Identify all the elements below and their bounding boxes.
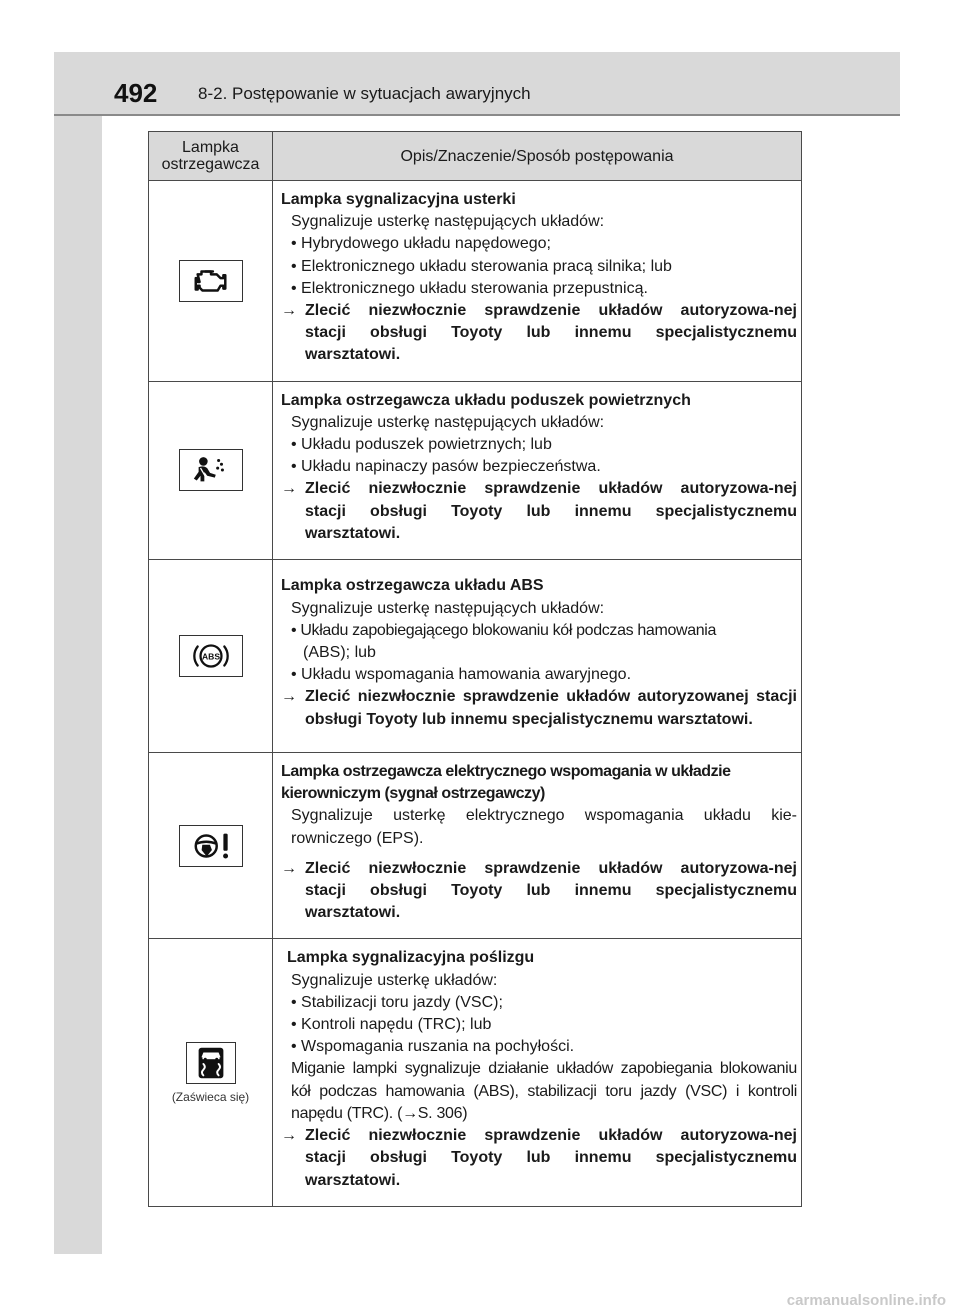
warning-lamp-table (148, 131, 802, 1207)
lamp-action (281, 858, 797, 925)
arrow-icon: → (281, 859, 297, 877)
lamp-action-text: Zlecić niezwłocznie sprawdzenie układów autoryzowa-nej stacji obsługi Toyoty lub innemu specjalistycznemu warsztatowi. (305, 859, 797, 922)
lamp-action-text: Zlecić niezwłocznie sprawdzenie układów autoryzowa-nej stacji obsługi Toyoty lub innemu specjalistycznemu warsztatowi. (305, 1127, 797, 1189)
lamp-intro: Sygnalizuje usterkę następujących układów: (291, 599, 605, 617)
side-tab (54, 52, 102, 1254)
arrow-icon: → (281, 480, 297, 498)
lamp-title: Lampka sygnalizacyjna poślizgu (287, 949, 535, 967)
list-item: • Elektronicznego układu sterowania pracą silnika; lub (291, 257, 672, 275)
abs-icon-label: ABS (201, 651, 220, 662)
icon-caption: (Zaświeca się) (171, 1089, 250, 1104)
lamp-action (281, 1125, 797, 1192)
lamp-action (281, 478, 797, 545)
page-header (54, 52, 900, 114)
check-engine-icon (179, 260, 243, 302)
list-item: • Elektronicznego układu sterowania przepustnicą. (291, 279, 648, 297)
table-row (149, 560, 802, 753)
table-row (149, 181, 802, 382)
column-header-description: Opis/Znaczenie/Sposób postępowania (273, 132, 802, 181)
section-title: 8-2. Postępowanie w sytuacjach awaryjnych (198, 84, 531, 103)
arrow-icon: → (281, 688, 297, 706)
column-header-lamp: Lampka ostrzegawcza (149, 132, 273, 181)
list-item: • Układu poduszek powietrznych; lub (291, 436, 552, 454)
slip-indicator-icon (186, 1042, 236, 1084)
table-row (149, 939, 802, 1206)
header-rule (54, 114, 900, 116)
airbag-icon (179, 449, 243, 491)
lamp-title: Lampka ostrzegawcza elektrycznego wspomagania w układzie kierowniczym (sygnał ostrzegawczy) (281, 763, 731, 803)
lamp-action-text: Zlecić niezwłocznie sprawdzenie układów autoryzowa-nej stacji obsługi Toyoty lub innemu specjalistycznemu warsztatowi. (305, 302, 797, 364)
lamp-action-text: Zlecić niezwłocznie sprawdzenie układów autoryzowanej stacji obsługi Toyoty lub innemu specjalistycznemu warsztatowi. (305, 688, 797, 728)
page-number: 492 (114, 78, 158, 108)
arrow-icon: → (281, 1127, 297, 1145)
list-item: • Hybrydowego układu napędowego; (291, 235, 551, 253)
lamp-title: Lampka ostrzegawcza układu ABS (281, 577, 544, 595)
table-row (149, 381, 802, 559)
list-item-continuation: (ABS); lub (303, 643, 376, 661)
lamp-intro: Sygnalizuje usterkę elektrycznego wspomagania układu kie-rowniczego (EPS). (291, 807, 797, 847)
table-row (149, 753, 802, 939)
list-item: • Kontroli napędu (TRC); lub (291, 1016, 492, 1034)
lamp-intro: Sygnalizuje usterkę następujących układów: (291, 413, 605, 431)
lamp-action-text: Zlecić niezwłocznie sprawdzenie układów autoryzowa-nej stacji obsługi Toyoty lub innemu specjalistycznemu warsztatowi. (305, 480, 797, 542)
lamp-note: Miganie lampki sygnalizuje działanie układów zapobiegania blokowaniu kół podczas hamowania (ABS), stabilizacji toru jazdy (VSC) i kontroli napędu (TRC). (→S. 306) (291, 1060, 797, 1122)
table-header-row (149, 132, 802, 181)
lamp-intro: Sygnalizuje usterkę układów: (291, 971, 498, 989)
abs-icon (179, 635, 243, 677)
arrow-icon: → (281, 302, 297, 320)
list-item: • Stabilizacji toru jazdy (VSC); (291, 993, 503, 1011)
list-item: • Układu zapobiegającego blokowaniu kół podczas hamowania (291, 621, 717, 639)
lamp-title: Lampka ostrzegawcza układu poduszek powietrznych (281, 391, 691, 409)
watermark: carmanualsonline.info (786, 1292, 946, 1309)
lamp-title: Lampka sygnalizacyjna usterki (281, 191, 516, 208)
list-item: • Wspomagania ruszania na pochyłości. (291, 1038, 575, 1056)
lamp-intro: Sygnalizuje usterkę następujących układów: (291, 213, 605, 231)
list-item: • Układu napinaczy pasów bezpieczeństwa. (291, 458, 601, 476)
lamp-action (281, 300, 797, 367)
lamp-action (281, 686, 797, 730)
list-item: • Układu wspomagania hamowania awaryjnego. (291, 666, 632, 684)
power-steering-icon (179, 825, 243, 867)
